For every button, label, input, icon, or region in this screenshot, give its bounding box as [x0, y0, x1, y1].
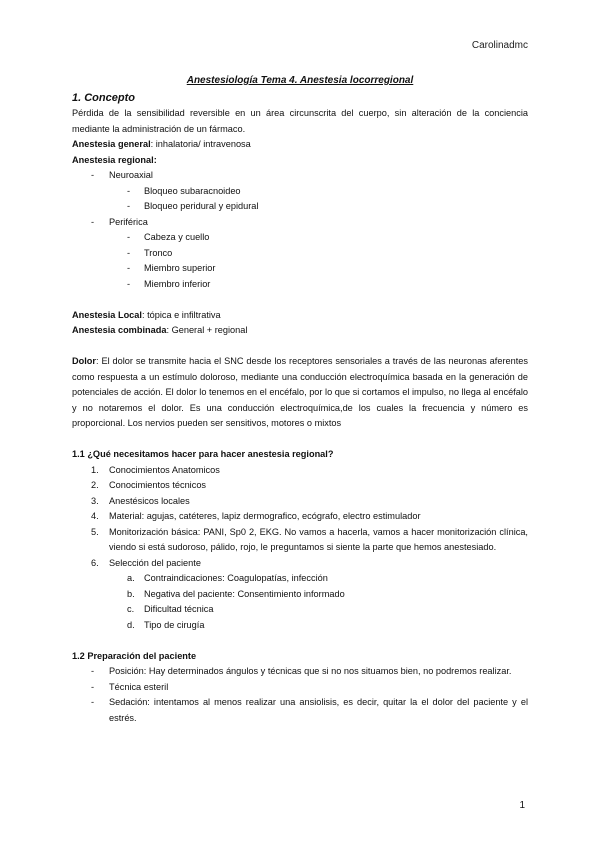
definition-paragraph: Pérdida de la sensibilidad reversible en un área circunscrita del cuerpo, sin alteración de la conciencia mediante la administración de un fármaco.: [72, 108, 528, 134]
anestesia-local-line: [72, 308, 528, 324]
preparation-list: [72, 664, 528, 726]
spacer: [72, 292, 528, 308]
list-item: 3. Anestésicos locales: [91, 495, 190, 506]
page-number: 1: [519, 800, 525, 811]
list-item-periferica: - Periférica: [72, 215, 528, 231]
list-item: - Tronco: [72, 246, 528, 262]
list-item: 1. Conocimientos Anatomicos: [91, 464, 220, 475]
regional-list: [72, 168, 528, 292]
general-label: Anestesia general: [72, 139, 151, 149]
local-label: Anestesia Local: [72, 309, 142, 320]
list-item: 5. Monitorización básica: PANI, Sp0 2, EKG. No vamos a hacerla, vamos a hacer monitorización clínica, viendo si está sudoroso, pálido, rojo, le preguntamos si siente la parte que hemos anestesiado.: [91, 526, 528, 552]
anestesia-general-line: [72, 137, 528, 153]
combinada-text: : General + regional: [166, 325, 248, 335]
regional-colon: :: [153, 154, 157, 165]
combinada-label: Anestesia combinada: [72, 325, 167, 335]
dolor-text: : El dolor se transmite hacia el SNC desde los receptores sensoriales a través de las neuronas aferentes como respuesta a un estímulo doloroso, mediante una conducción electroquímica basada en la generación de potenciales de acción. El dolor lo tenemos en el encéfalo, por lo que si cortamos el impulso, no llega al encéfalo y no notaremos el dolor. Es una conducción electroquímica,de los cuales la frecuencia y número es proporcional. Los nervios pueden ser sensitivos, motores o mixtos: [72, 356, 528, 428]
spacer: [72, 432, 528, 448]
author-header: Carolinadmc: [471, 40, 528, 51]
list-item: 2. Conocimientos técnicos: [91, 480, 207, 490]
list-item: a. Contraindicaciones: Coagulopatías, infección: [127, 573, 328, 583]
regional-label: Anestesia regional: [72, 154, 154, 165]
list-item: - Cabeza y cuello: [72, 230, 528, 246]
list-item: - Posición: Hay determinados ángulos y técnicas que si no nos situamos bien, no podremos realizar.: [72, 664, 528, 680]
list-item: - Miembro inferior: [72, 277, 528, 293]
general-text: : inhalatoria/ intravenosa: [150, 139, 251, 149]
requirements-list: [72, 463, 528, 634]
list-item: b. Negativa del paciente: Consentimiento informado: [127, 588, 345, 599]
list-item: d. Tipo de cirugía: [127, 619, 205, 630]
spacer: [72, 633, 528, 649]
list-item: - Miembro superior: [72, 261, 528, 277]
section-heading-1-1: 1.1 ¿Qué necesitamos hacer para hacer anestesia regional?: [72, 449, 334, 459]
anestesia-regional-line: [72, 153, 528, 169]
spacer: [72, 339, 528, 355]
document-body: [72, 90, 528, 726]
list-item: 4. Material: agujas, catéteres, lapiz dermografico, ecógrafo, electro estimulador: [91, 511, 421, 521]
list-item: c. Dificultad técnica: [127, 604, 214, 614]
anestesia-combinada-line: [72, 323, 528, 339]
list-item-neuroaxial: - Neuroaxial: [72, 168, 528, 184]
list-item: - Sedación: intentamos al menos realizar una ansiolisis, es decir, quitar la el dolor del paciente y el estrés.: [72, 695, 528, 726]
list-item: - Bloqueo subaracnoideo: [72, 184, 528, 200]
dolor-paragraph: [72, 354, 528, 432]
dolor-label: Dolor: [72, 356, 96, 366]
list-item: - Bloqueo peridural y epidural: [72, 199, 528, 215]
local-text: : tópica e infiltrativa: [141, 309, 221, 320]
list-item: - Técnica esteril: [72, 680, 528, 696]
section-heading-1-2: 1.2 Preparación del paciente: [72, 650, 197, 661]
list-item: 6. Selección del paciente: [91, 557, 201, 568]
section-heading-concepto: 1. Concepto: [72, 92, 135, 104]
document-title: Anestesiología Tema 4. Anestesia locorregional: [186, 75, 414, 86]
